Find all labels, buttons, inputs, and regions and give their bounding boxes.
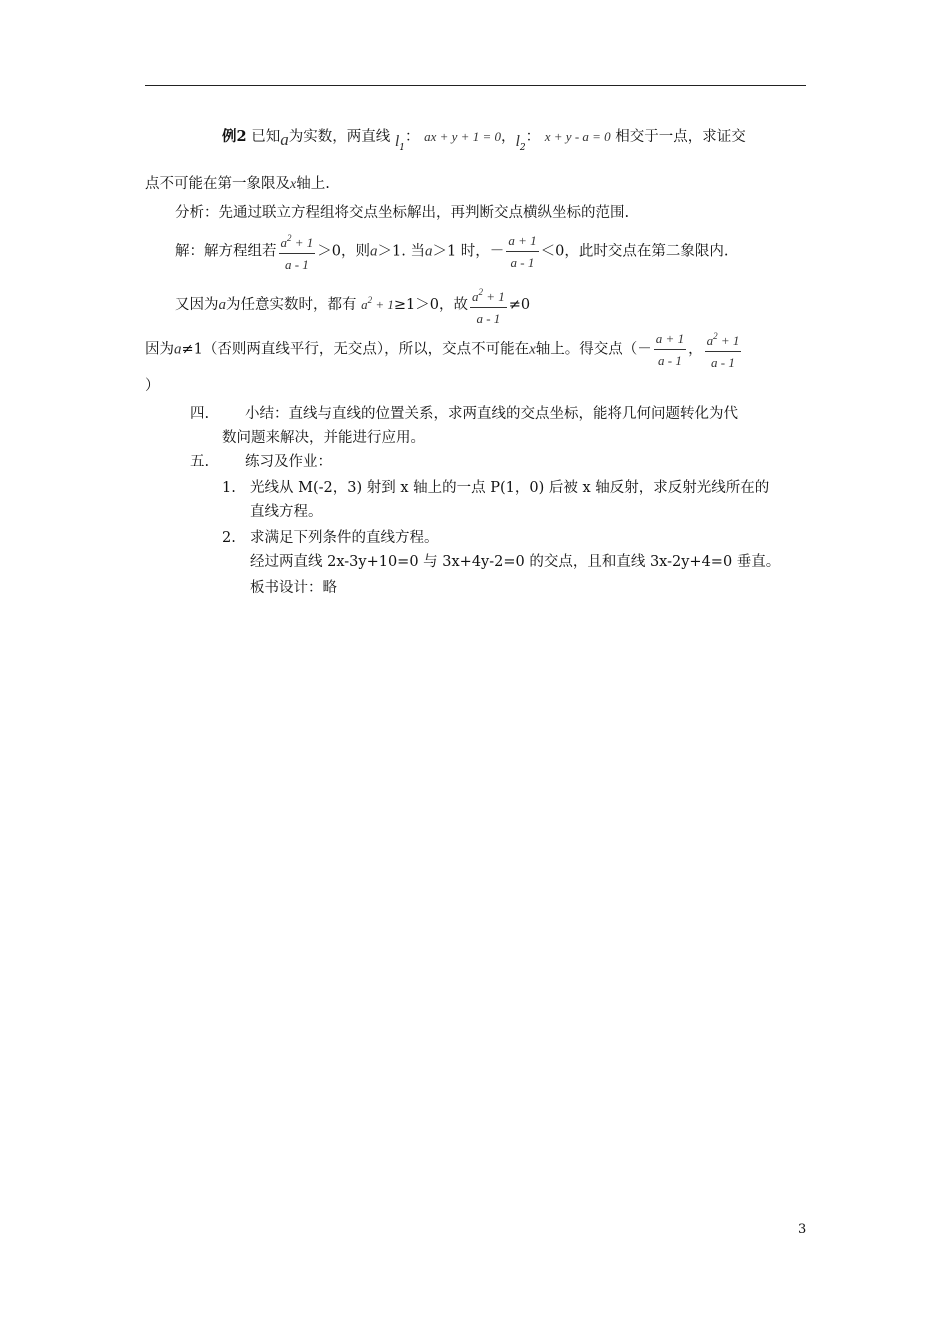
solution-line-3: 因为a≠1（否则两直线平行，无交点），所以，交点不可能在x轴上。得交点（－ $\frac{a + 1}{a - 1}$ ， $\frac{a^2 + 1}{a - 1}$ [145, 328, 743, 371]
exercise-heading: 练习及作业： [245, 454, 332, 470]
expression-a2plus1: $a^2 + 1$ [361, 295, 394, 312]
summary-line-2: 数问题来解决，并能进行应用。 [222, 430, 425, 446]
summary-line-1: 小结：直线与直线的位置关系，求两直线的交点坐标，能将几何问题转化为代 [245, 406, 738, 422]
fraction-a2plus1-over-aminus1: $\frac{a^2 + 1}{a - 1}$ [279, 230, 316, 273]
exercise-item-2-line-1: 求满足下列条件的直线方程。 [250, 530, 439, 546]
solution-line-2: 又因为a为任意实数时，都有 $a^2 + 1\ge 1>0$，故 $\frac{a^2 + 1}{a - 1}$ ≠0 [175, 279, 530, 327]
example-line-2: 点不可能在第一象限及x轴上. [145, 176, 330, 192]
board-design: 板书设计：略 [250, 580, 337, 596]
exercise-number: 五. [190, 454, 210, 470]
exercise-item-1-line-1: 光线从 M(-2，3) 射到 x 轴上的一点 P(1，0) 后被 x 轴反射，求反射光线所在的 [250, 480, 770, 496]
example-line-1: 例2 已知a为实数，两直线 $l_1$： ax + y + 1 = 0，$l_2$： x + y - a = 0 相交于一点，求证交 [222, 128, 746, 153]
solution-line-1: 解：解方程组若 $\frac{a^2 + 1}{a - 1}$ ＞0，则a＞1. 当a＞1 时，－ $\frac{a + 1}{a - 1}$ ＜0，此时交点在第二象限内. [175, 230, 728, 273]
exercise-item-1-num: 1. [222, 480, 236, 496]
page-number: 3 [798, 1222, 807, 1237]
summary-number: 四. [190, 406, 210, 422]
exercise-item-2-line-2: 经过两直线 2x-3y+10=0 与 3x+4y-2=0 的交点，且和直线 3x-2y+4=0 垂直。 [250, 554, 781, 570]
exercise-item-1-line-2: 直线方程。 [250, 504, 323, 520]
fraction-aplus1-over-aminus1: $\frac{a + 1}{a - 1}$ [508, 232, 537, 270]
fraction-a2plus1-over-aminus1-b: $\frac{a^2 + 1}{a - 1}$ [470, 284, 507, 327]
analysis-text: 分析：先通过联立方程组将交点坐标解出，再判断交点横纵坐标的范围. [175, 205, 630, 221]
equation-l2: x + y - a = 0 [544, 129, 611, 144]
equation-l1: ax + y + 1 = 0 [424, 129, 501, 144]
example-label: 例2 [222, 128, 247, 145]
header-rule [145, 85, 806, 86]
exercise-item-2-num: 2. [222, 530, 236, 546]
fraction-intersection-x: $\frac{a + 1}{a - 1}$ [655, 330, 685, 368]
solution-close-paren: ） [145, 378, 160, 394]
fraction-intersection-y: $\frac{a^2 + 1}{a - 1}$ [705, 328, 742, 371]
